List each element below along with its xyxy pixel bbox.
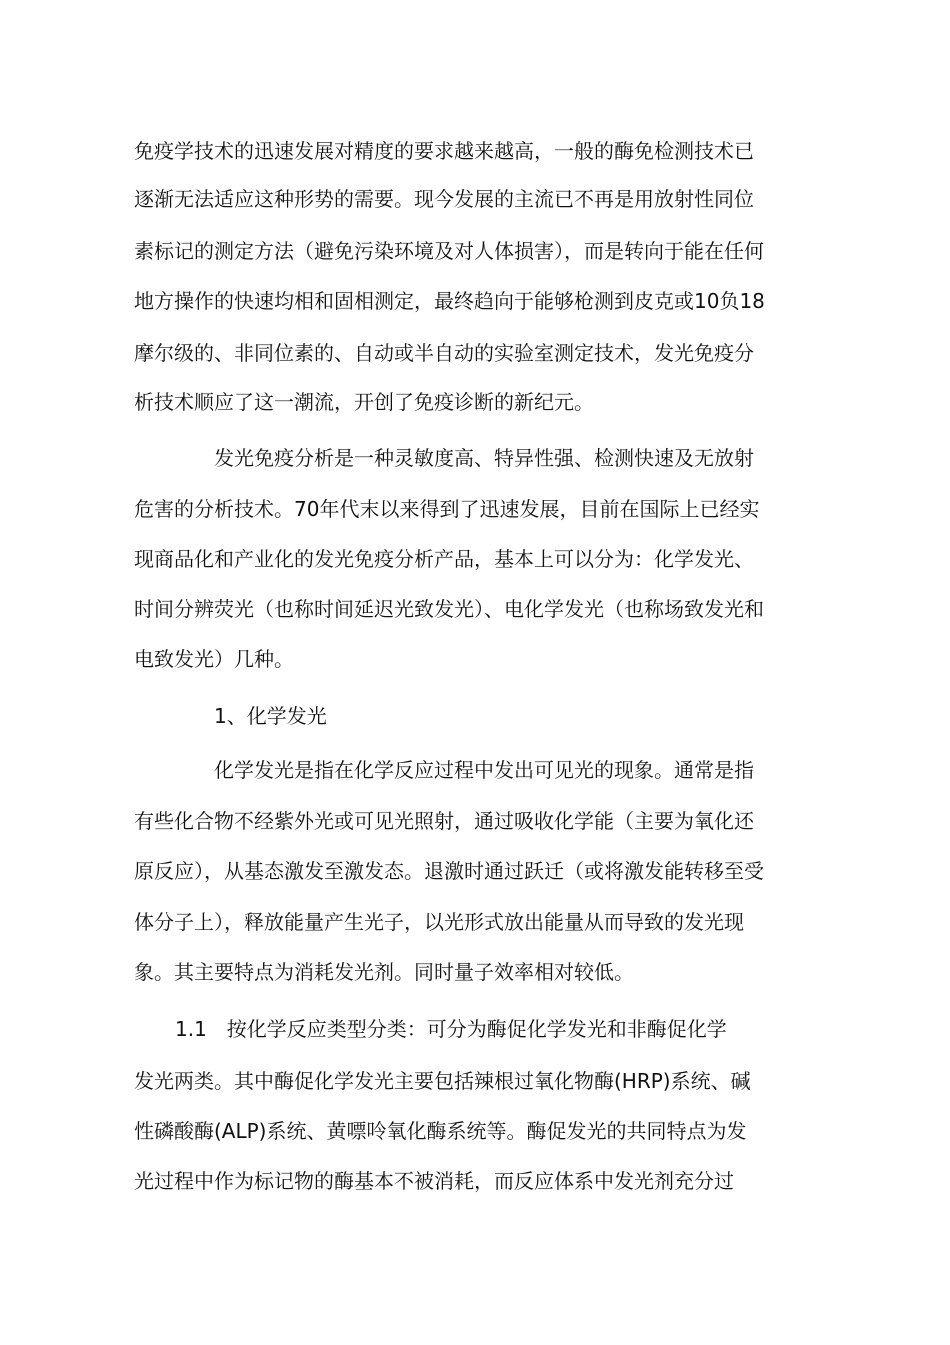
sub-1-1-line-4: 光过程中作为标记物的酶基本不被消耗，而反应体系中发光剂充分过 [134,1169,734,1193]
intro-line-4: 地方操作的快速均相和固相测定，最终趋向于能够枪测到皮克或10负18 [134,289,765,313]
intro-line-2: 逐渐无法适应这种形势的需要。现今发展的主流已不再是用放射性同位 [134,187,754,211]
sub-1-1-line-1: 1.1 按化学反应类型分类：可分为酶促化学发光和非酶促化学 [175,1017,727,1041]
intro-line-5: 摩尔级的、非同位素的、自动或半自动的实验室测定技术，发光免疫分 [134,341,754,365]
overview-line-2: 危害的分析技术。70年代末以来得到了迅速发展，目前在国际上已经实 [134,497,760,521]
chem-line-4: 体分子上），释放能量产生光子，以光形式放出能量从而导致的发光现 [134,910,744,934]
overview-line-4: 时间分辨荧光（也称时间延迟光致发光）、电化学发光（也称场致发光和 [134,597,764,621]
intro-line-3: 素标记的测定方法（避免污染环境及对人体损害），而是转向于能在任何 [134,239,764,263]
intro-line-1: 免疫学技术的迅速发展对精度的要求越来越高，一般的酶免检测技术已 [134,139,754,163]
overview-line-1: 发光免疫分析是一种灵敏度高、特异性强、检测快速及无放射 [214,446,754,470]
overview-line-3: 现商品化和产业化的发光免疫分析产品，基本上可以分为：化学发光、 [134,547,754,571]
intro-line-6: 析技术顺应了这一潮流，开创了免疫诊断的新纪元。 [134,390,594,414]
chem-line-1: 化学发光是指在化学反应过程中发出可见光的现象。通常是指 [214,758,754,782]
sub-1-1-line-2: 发光两类。其中酶促化学发光主要包括辣根过氧化物酶(HRP)系统、碱 [134,1069,751,1093]
chem-line-3: 原反应），从基态激发至激发态。退激时通过跃迁（或将激发能转移至受 [134,859,764,883]
chem-line-2: 有些化合物不经紫外光或可见光照射，通过吸收化学能（主要为氧化还 [134,809,754,833]
sub-1-1-line-3: 性磷酸酶(ALP)系统、黄嘌呤氧化酶系统等。酶促发光的共同特点为发 [134,1119,747,1143]
chem-line-5: 象。其主要特点为消耗发光剂。同时量子效率相对较低。 [134,960,634,984]
overview-line-5: 电致发光）几种。 [134,647,294,671]
section-heading: 1、化学发光 [214,704,327,728]
